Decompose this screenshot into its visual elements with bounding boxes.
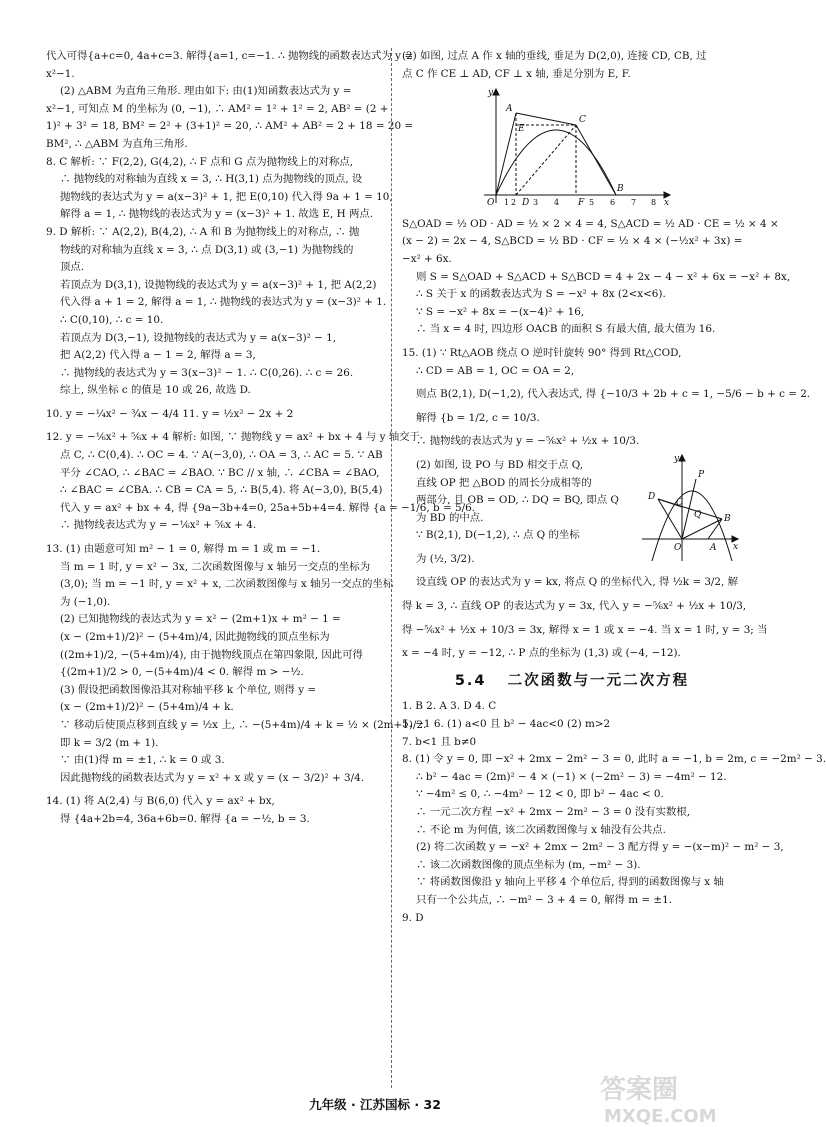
- text-line: (3,0); 当 m = −1 时, y = x² + x, 二次函数图像与 x 轴另一交点的坐标: [60, 578, 394, 591]
- point-c-label: C: [579, 115, 586, 126]
- text-line: (2) 如图, 设 PO 与 BD 相交于点 Q,: [416, 458, 584, 471]
- text-line: 为 (−1,0).: [60, 595, 111, 608]
- text-line: 为 (½, 3/2).: [416, 552, 475, 565]
- text-line: ∴ 一元二次方程 −x² + 2mx − 2m² − 3 = 0 没有实数根,: [416, 806, 691, 818]
- text-line: 综上, 纵坐标 c 的值是 10 或 26, 故选 D.: [60, 384, 251, 397]
- text-line: ∵ 移动后使顶点移到直线 y = ½x 上, ∴ −(5+4m)/4 + k = ½ × (2m+1)/2.: [60, 718, 427, 731]
- section-number: 5.4: [454, 672, 487, 689]
- text-line: −x² + 6x.: [402, 252, 452, 265]
- parabola-figure-14: [474, 85, 674, 207]
- text-line: ∵ S = −x² + 8x = −(x−4)² + 16,: [416, 305, 585, 318]
- tick-label: 7: [631, 198, 637, 208]
- text-line: 则 S = S△OAD + S△ACD + S△BCD = 4 + 2x − 4 − x² + 6x = −x² + 8x,: [416, 270, 791, 283]
- text-line: 物线的对称轴为直线 x = 3, ∴ 点 D(3,1) 或 (3,−1) 为抛物线的: [60, 243, 354, 256]
- axis-y-label: y: [674, 453, 680, 464]
- watermark-logo: [596, 1068, 742, 1126]
- point-q-label: Q: [694, 509, 702, 520]
- text-line: 平分 ∠CAO, ∴ ∠BAC = ∠BAO. ∵ BC // x 轴, ∴ ∠CBA = ∠BAO,: [60, 466, 380, 479]
- answer-8: 8. (1) 令 y = 0, 即 −x² + 2mx − 2m² − 3 = 0, 此时 a = −1, b = 2m, c = −2m² − 3.: [402, 753, 826, 766]
- text-line: ∴ ∠BAC = ∠CBA. ∴ CB = CA = 5, ∴ B(5,4). 将 A(−3,0), B(5,4): [60, 484, 383, 497]
- text-line: x²−1, 可知点 M 的坐标为 (0, −1), ∴ AM² = 1² + 1² = 2, AB² = (2 +: [46, 102, 389, 115]
- text-line: x²−1.: [46, 67, 75, 80]
- axis-x-label: x: [733, 541, 739, 552]
- text-line: 若顶点为 D(3,−1), 设抛物线的表达式为 y = a(x−3)² − 1,: [60, 331, 337, 344]
- text-line: 代入可得{a+c=0, 4a+c=3. 解得{a=1, c=−1. ∴ 抛物线的函数表达式为 y =: [46, 50, 414, 62]
- parabola-figure-15: [638, 451, 742, 565]
- text-line: ∵ −4m² ≤ 0, ∴ −4m² − 12 < 0, 即 b² − 4ac < 0.: [416, 788, 664, 801]
- tick-label: 1: [504, 198, 510, 208]
- text-line: 当 m = 1 时, y = x² − 3x, 二次函数图像与 x 轴另一交点的坐标为: [60, 560, 371, 573]
- text-line: ((2m+1)/2, −(5+4m)/4), 由于抛物线顶点在第四象限, 因此可得: [60, 648, 363, 661]
- text-line: 抛物线的表达式为 y = a(x−3)² + 1, 把 E(0,10) 代入得 9a + 1 = 10,: [60, 190, 393, 203]
- text-line: 代入得 a + 1 = 2, 解得 a = 1, ∴ 抛物线的表达式为 y = (x−3)² + 1.: [60, 296, 387, 309]
- text-line: 两部分, 且 OB = OD, ∴ DQ = BQ, 即点 Q: [416, 494, 619, 507]
- point-d-label: D: [648, 491, 656, 502]
- watermark-text: 答案圈: [600, 1075, 679, 1105]
- watermark-url: MXQE.COM: [604, 1106, 717, 1127]
- text-line: ∴ CD = AB = 1, OC = OA = 2,: [416, 364, 575, 377]
- text-line: ∴ 抛物线的表达式为 y = 3(x−3)² − 1. ∴ C(0,26). ∴ c = 26.: [60, 366, 354, 379]
- answers-1-4: 1. B 2. A 3. D 4. C: [402, 700, 497, 713]
- text-line: 解得 a = 1, ∴ 抛物线的表达式为 y = (x−3)² + 1. 故选 E, H 两点.: [60, 208, 374, 221]
- text-line: 得 −⅚x² + ½x + 10/3 = 3x, 解得 x = 1 或 x = −4. 当 x = 1 时, y = 3; 当: [402, 623, 768, 636]
- text-line: ∵ 由(1)得 m = ±1, ∴ k = 0 或 3.: [60, 754, 225, 767]
- answer-8: 8. C 解析: ∵ F(2,2), G(4,2), ∴ F 点和 G 点为抛物线上的对称点,: [46, 155, 354, 168]
- tick-label: 4: [554, 198, 560, 208]
- text-line: (x − 2) = 2x − 4, S△BCD = ½ BD · CF = ½ × 4 × (−½x² + 3x) =: [402, 235, 743, 248]
- answer-10-11: 10. y = −¼x² − ¾x − 4/4 11. y = ½x² − 2x + 2: [46, 407, 294, 420]
- text-line: BM², ∴ △ABM 为直角三角形.: [46, 137, 188, 150]
- text-line: 把 A(2,2) 代入得 a − 1 = 2, 解得 a = 3,: [60, 349, 256, 362]
- axis-y-label: y: [488, 88, 494, 99]
- point-f-label: F: [578, 198, 585, 209]
- tick-label: 5: [589, 198, 595, 208]
- text-line: 1)² + 3² = 18, BM² = 2² + (3+1)² = 20, ∴ AM² + AB² = 2 + 18 = 20 =: [46, 120, 414, 133]
- answers-5-6: 5. −1 6. (1) a<0 且 b² − 4ac<0 (2) m>2: [402, 718, 611, 731]
- point-b-label: B: [617, 184, 624, 195]
- text-line: 设直线 OP 的表达式为 y = kx, 将点 Q 的坐标代入, 得 ½k = 3/2, 解: [416, 576, 739, 589]
- text-line: {(2m+1)/2 > 0, −(5+4m)/4 < 0. 解得 m > −½.: [60, 666, 304, 679]
- text-line: 为 BD 的中点.: [416, 511, 484, 524]
- text-line: ∵ 将函数图像沿 y 轴向上平移 4 个单位后, 得到的函数图像与 x 轴: [416, 876, 724, 889]
- text-line: 得 k = 3, ∴ 直线 OP 的表达式为 y = 3x, 代入 y = −⅚x² + ½x + 10/3,: [402, 600, 747, 613]
- text-line: ∴ 抛物线表达式为 y = −⅙x² + ⅚x + 4.: [60, 519, 257, 532]
- text-line: 代入 y = ax² + bx + 4, 得 {9a−3b+4=0, 25a+5b+4=4. 解得 {a = −1/6, b = 5/6.: [60, 501, 476, 514]
- point-a-label: A: [710, 542, 717, 553]
- text-line: ∴ 该二次函数图像的顶点坐标为 (m, −m² − 3).: [416, 858, 641, 871]
- point-d-label: D: [522, 198, 530, 209]
- text-line: ∵ B(2,1), D(−1,2), ∴ 点 Q 的坐标: [416, 529, 580, 542]
- tick-label: 2: [511, 198, 517, 208]
- text-line: ∴ b² − 4ac = (2m)² − 4 × (−1) × (−2m² − 3) = −4m² − 12.: [416, 770, 727, 783]
- answer-7: 7. b<1 且 b≠0: [402, 735, 477, 748]
- text-line: 点 C 作 CE ⊥ AD, CF ⊥ x 轴, 垂足分别为 E, F.: [402, 67, 631, 80]
- point-a-label: A: [506, 104, 513, 115]
- text-line: 得 {4a+2b=4, 36a+6b=0. 解得 {a = −½, b = 3.: [60, 812, 310, 825]
- text-line: 解得 {b = 1/2, c = 10/3.: [416, 411, 540, 424]
- axis-x-label: x: [664, 198, 670, 209]
- text-line: (2) 如图, 过点 A 作 x 轴的垂线, 垂足为 D(2,0), 连接 CD, CB, 过: [402, 50, 707, 62]
- origin-label: O: [674, 542, 682, 553]
- text-line: S△OAD = ½ OD · AD = ½ × 2 × 4 = 4, S△ACD = ½ AD · CE = ½ × 4 ×: [402, 217, 779, 230]
- answer-14: 14. (1) 将 A(2,4) 与 B(6,0) 代入 y = ax² + bx,: [46, 795, 275, 808]
- page-footer: 九年级 · 江苏国标 · 32: [309, 1097, 441, 1112]
- point-b-label: B: [724, 513, 731, 524]
- text-line: 即 k = 3/2 (m + 1).: [60, 736, 159, 749]
- right-column: [402, 48, 826, 927]
- text-line: (x − (2m+1)/2)² − (5+4m)/4 + k.: [60, 701, 234, 714]
- text-line: 顶点.: [60, 261, 85, 274]
- text-line: ∴ S 关于 x 的函数表达式为 S = −x² + 8x (2<x<6).: [416, 288, 666, 301]
- text-line: (3) 假设把函数图像沿其对称轴平移 k 个单位, 则得 y =: [60, 683, 317, 696]
- text-line: ∴ 不论 m 为何值, 该二次函数图像与 x 轴没有公共点.: [416, 823, 666, 836]
- text-line: (2) △ABM 为直角三角形. 理由如下: 由(1)知函数表达式为 y =: [60, 85, 352, 98]
- answer-12: 12. y = −⅙x² + ⅚x + 4 解析: 如图, ∵ 抛物线 y = ax² + bx + 4 与 y 轴交于: [46, 431, 420, 444]
- answer-9: 9. D 解析: ∵ A(2,2), B(4,2), ∴ A 和 B 为抛物线上的对称点, ∴ 抛: [46, 225, 360, 238]
- point-p-label: P: [698, 469, 705, 480]
- answer-15: 15. (1) ∵ Rt△AOB 绕点 O 逆时针旋转 90° 得到 Rt△COD,: [402, 346, 682, 359]
- tick-label: 8: [651, 198, 657, 208]
- text-line: ∴ 抛物线的对称轴为直线 x = 3, ∴ H(3,1) 点为抛物线的顶点, 设: [60, 173, 363, 186]
- point-c-label: C: [676, 497, 683, 508]
- column-divider: [391, 48, 392, 1088]
- tick-label: 3: [533, 198, 539, 208]
- section-title: 二次函数与一元二次方程: [507, 672, 690, 689]
- text-line: ∴ 当 x = 4 时, 四边形 OACB 的面积 S 有最大值, 最大值为 16.: [416, 323, 716, 336]
- text-line: 只有一个公共点, ∴ −m² − 3 + 4 = 0, 解得 m = ±1.: [416, 893, 673, 906]
- tick-label: 6: [610, 198, 616, 208]
- text-line: 若顶点为 D(3,1), 设抛物线的表达式为 y = a(x−3)² + 1, 把 A(2,2): [60, 278, 377, 291]
- text-line: 点 C, ∴ C(0,4). ∴ OC = 4. ∵ A(−3,0), ∴ OA = 3, ∴ AC = 5. ∵ AB: [60, 449, 383, 462]
- point-e-label: E: [518, 124, 525, 135]
- text-line: 因此抛物线的函数表达式为 y = x² + x 或 y = (x − 3/2)² + 3/4.: [60, 771, 365, 784]
- text-line: ∴ C(0,10), ∴ c = 10.: [60, 313, 164, 326]
- origin-label: O: [487, 198, 495, 209]
- answer-9: 9. D: [402, 911, 424, 924]
- text-line: x = −4 时, y = −12, ∴ P 点的坐标为 (1,3) 或 (−4, −12).: [402, 647, 681, 660]
- section-heading: [402, 673, 742, 691]
- answer-13: 13. (1) 由题意可知 m² − 1 = 0, 解得 m = 1 或 m = −1.: [46, 543, 321, 556]
- text-line: ∴ 抛物线的表达式为 y = −⅚x² + ½x + 10/3.: [416, 435, 640, 448]
- text-line: 则点 B(2,1), D(−1,2), 代入表达式, 得 {−10/3 + 2b + c = 1, −5/6 − b + c = 2.: [416, 388, 811, 401]
- text-line: (2) 将二次函数 y = −x² + 2mx − 2m² − 3 配方得 y = −(x−m)² − m² − 3,: [416, 841, 784, 854]
- text-line: 直线 OP 把 △BOD 的周长分成相等的: [416, 476, 592, 489]
- text-line: (2) 已知抛物线的表达式为 y = x² − (2m+1)x + m² − 1 =: [60, 613, 341, 626]
- text-line: (x − (2m+1)/2)² − (5+4m)/4, 因此抛物线的顶点坐标为: [60, 631, 330, 643]
